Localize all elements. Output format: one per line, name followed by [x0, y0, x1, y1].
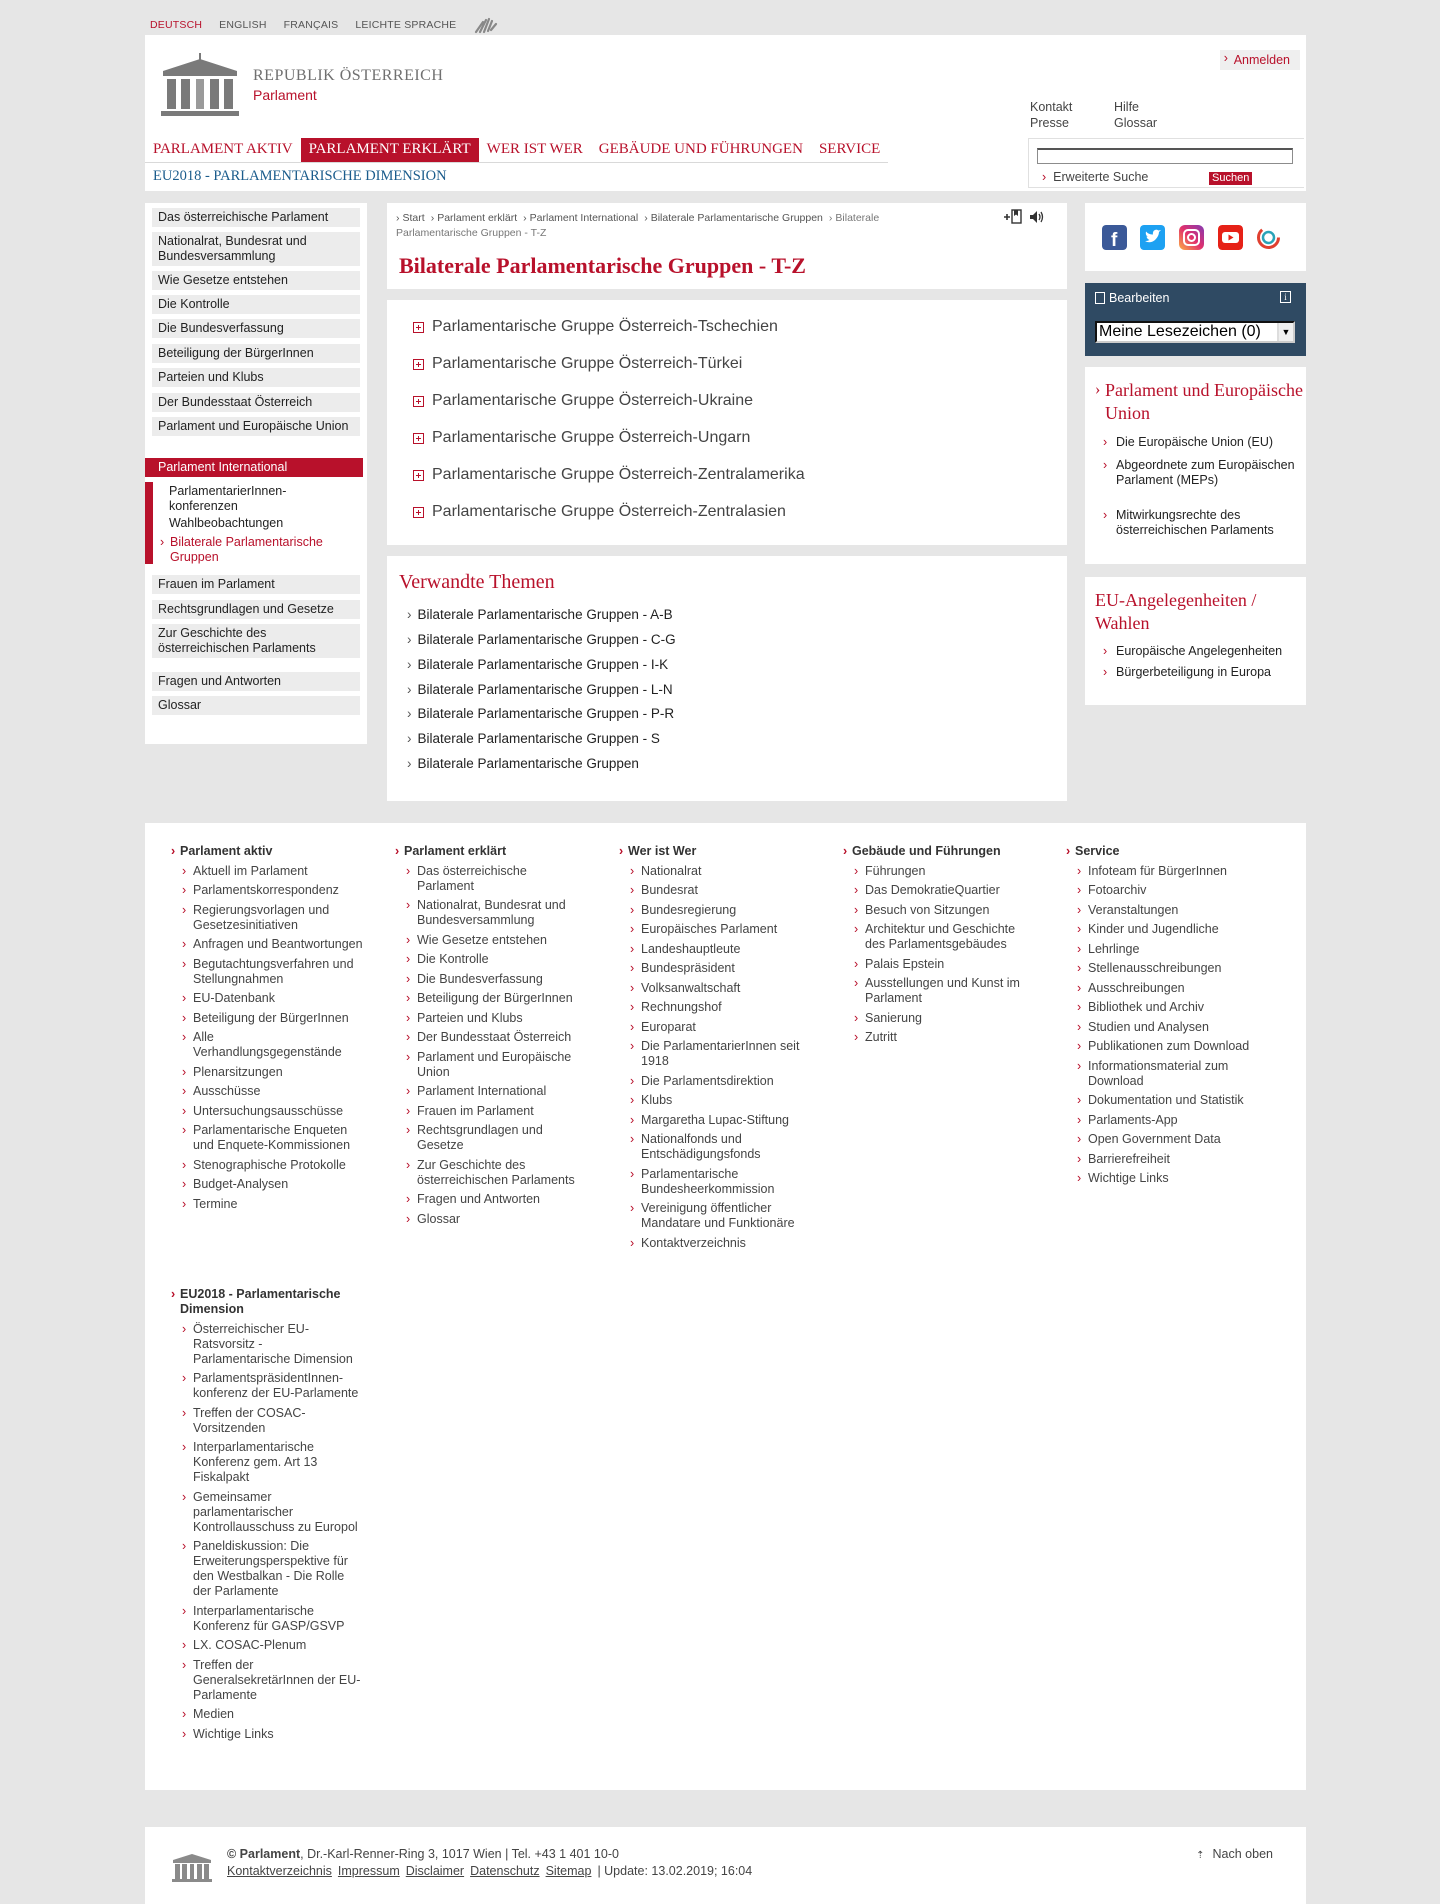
- edit-icon[interactable]: [1095, 292, 1105, 304]
- page-footer: [145, 1827, 1306, 1904]
- eu-box-link[interactable]: › Abgeordnete zum Europäischen Parlament (MEPs): [1116, 458, 1296, 488]
- expand-icon: [413, 507, 424, 518]
- sitemap-link[interactable]: › Parlament und Europäische Union: [397, 1050, 587, 1080]
- sitemap-link[interactable]: › Zur Geschichte des österreichischen Parlaments: [397, 1158, 587, 1188]
- sitemap-link[interactable]: › Interparlamentarische Konferenz für GASP/GSVP: [173, 1604, 363, 1634]
- group-label: Parlamentarische Gruppe Österreich-Ungarn: [432, 429, 751, 446]
- parliament-logo[interactable]: [159, 53, 443, 117]
- svg-text:f: f: [1111, 230, 1118, 250]
- add-bookmark-icon[interactable]: [1003, 208, 1023, 226]
- nav-parlament-aktiv[interactable]: PARLAMENT AKTIV: [145, 138, 301, 163]
- list-item[interactable]: [413, 318, 778, 336]
- sitemap-link[interactable]: › Führungen: [845, 864, 1035, 879]
- sitemap-link[interactable]: › Parteien und Klubs: [397, 1011, 587, 1026]
- sidebar-item[interactable]: Fragen und Antworten: [152, 672, 360, 691]
- sidebar-item[interactable]: Rechtsgrundlagen und Gesetze: [152, 600, 360, 619]
- sidebar-navigation: [145, 203, 367, 744]
- breadcrumb-item[interactable]: › Parlament erklärt: [431, 212, 517, 224]
- sitemap-link[interactable]: › Treffen der GeneralsekretärInnen der EU-Parlamente: [173, 1658, 363, 1703]
- sitemap-column: [173, 1287, 363, 1742]
- breadcrumb: [396, 211, 916, 241]
- sitemap-link[interactable]: › Margaretha Lupac-Stiftung: [621, 1113, 811, 1128]
- youtube-icon[interactable]: [1218, 225, 1243, 250]
- sitemap-link[interactable]: › Interparlamentarische Konferenz gem. Art 13 Fiskalpakt: [173, 1440, 363, 1485]
- sitemap-link[interactable]: › Ausschüsse: [173, 1084, 363, 1099]
- sitemap-link[interactable]: › Rechnungshof: [621, 1000, 811, 1015]
- nav-service[interactable]: SERVICE: [811, 138, 888, 163]
- related-link[interactable]: › Bilaterale Parlamentarische Gruppen - I-K: [407, 657, 668, 672]
- page-title: Bilaterale Parlamentarische Gruppen - T-Z: [399, 253, 806, 278]
- nav-parlament-erklaert[interactable]: PARLAMENT ERKLÄRT: [301, 138, 479, 163]
- nav-wer-ist-wer[interactable]: WER IST WER: [479, 138, 591, 163]
- sitemap-link[interactable]: › Fotoarchiv: [1068, 883, 1258, 898]
- sitemap-link[interactable]: › Vereinigung öffentlicher Mandatare und Funktionäre: [621, 1201, 811, 1231]
- bookmarks-select[interactable]: [1095, 321, 1295, 343]
- sitemap-link[interactable]: › Lehrlinge: [1068, 942, 1258, 957]
- list-item[interactable]: [413, 466, 805, 484]
- sidebar-item[interactable]: Der Bundesstaat Österreich: [152, 393, 360, 412]
- social-links: [1085, 203, 1306, 271]
- language-bar: [150, 14, 499, 36]
- sitemap-link[interactable]: › Parlaments-App: [1068, 1113, 1258, 1128]
- list-item[interactable]: [413, 355, 742, 373]
- footer-link-kontaktverzeichnis[interactable]: Kontaktverzeichnis: [227, 1864, 332, 1878]
- sitemap-link[interactable]: › Die Parlamentsdirektion: [621, 1074, 811, 1089]
- search-button[interactable]: Suchen: [1209, 172, 1252, 185]
- sitemap-link[interactable]: › Die ParlamentarierInnen seit 1918: [621, 1039, 811, 1069]
- sidebar-item[interactable]: Beteiligung der BürgerInnen: [152, 344, 360, 363]
- related-link[interactable]: › Bilaterale Parlamentarische Gruppen - P-R: [407, 706, 674, 721]
- sitemap-link[interactable]: › Plenarsitzungen: [173, 1065, 363, 1080]
- lang-leichte-sprache[interactable]: LEICHTE SPRACHE: [355, 19, 457, 31]
- sitemap-link[interactable]: › Infoteam für BürgerInnen: [1068, 864, 1258, 879]
- sitemap-link[interactable]: › Besuch von Sitzungen: [845, 903, 1035, 918]
- sitemap-link[interactable]: › Zutritt: [845, 1030, 1035, 1045]
- group-label: Parlamentarische Gruppe Österreich-Zentralasien: [432, 503, 786, 520]
- info-icon[interactable]: i: [1280, 291, 1291, 303]
- breadcrumb-item[interactable]: › Parlament International: [523, 212, 638, 224]
- sitemap-link[interactable]: › Bundesrat: [621, 883, 811, 898]
- sidebar-item[interactable]: Parteien und Klubs: [152, 368, 360, 387]
- sitemap-link[interactable]: › Barrierefreiheit: [1068, 1152, 1258, 1167]
- sidebar-item[interactable]: Die Bundesverfassung: [152, 319, 360, 338]
- sitemap-link[interactable]: › Studien und Analysen: [1068, 1020, 1258, 1035]
- sitemap-column: [1068, 844, 1258, 1186]
- sitemap-column: [173, 844, 363, 1212]
- footer-org: © Parlament: [227, 1847, 301, 1861]
- expand-icon: [413, 359, 424, 370]
- sidebar-item[interactable]: Parlament und Europäische Union: [152, 417, 360, 436]
- sitemap-link[interactable]: › Ausschreibungen: [1068, 981, 1258, 996]
- logo-title: REPUBLIK ÖSTERREICH: [253, 67, 444, 84]
- contact-link[interactable]: Kontakt: [1030, 100, 1073, 114]
- main-navigation: [145, 138, 888, 163]
- sitemap-link[interactable]: › Sanierung: [845, 1011, 1035, 1026]
- instagram-icon[interactable]: [1179, 225, 1204, 250]
- sidebar-subitem[interactable]: ParlamentarierInnen-konferenzen: [169, 484, 287, 513]
- sitemap-link[interactable]: › Das österreichische Parlament: [397, 864, 587, 894]
- eu-affairs-box: [1085, 577, 1306, 705]
- sitemap-link[interactable]: › Treffen der COSAC-Vorsitzenden: [173, 1406, 363, 1436]
- sitemap-link[interactable]: › Palais Epstein: [845, 957, 1035, 972]
- help-link[interactable]: Hilfe: [1114, 100, 1140, 114]
- bookmarks-select-value: Meine Lesezeichen (0): [1099, 323, 1261, 340]
- related-link[interactable]: › Bilaterale Parlamentarische Gruppen - C-G: [407, 632, 676, 647]
- sitemap-link[interactable]: › Informationsmaterial zum Download: [1068, 1059, 1258, 1089]
- sitemap-link[interactable]: › Veranstaltungen: [1068, 903, 1258, 918]
- logo-subtitle: Parlament: [253, 87, 317, 103]
- eu-box-link[interactable]: › Mitwirkungsrechte des österreichischen Parlaments: [1116, 508, 1296, 538]
- sidebar-item[interactable]: Die Kontrolle: [152, 295, 360, 314]
- nav-gebaeude-fuehrungen[interactable]: GEBÄUDE UND FÜHRUNGEN: [591, 138, 811, 163]
- top-links: [1030, 100, 1194, 130]
- sitemap-link[interactable]: › Medien: [173, 1707, 363, 1722]
- arrow-up-icon: ⇡: [1196, 1850, 1205, 1861]
- footer-link-disclaimer[interactable]: Disclaimer: [405, 1864, 465, 1878]
- sitemap-column: [621, 844, 811, 1251]
- footer-link-datenschutz[interactable]: Datenschutz: [470, 1864, 540, 1878]
- sitemap-link[interactable]: › Landeshauptleute: [621, 942, 811, 957]
- bookmarks-edit-link[interactable]: Bearbeiten: [1109, 291, 1170, 305]
- list-item[interactable]: [413, 392, 753, 410]
- sitemap-link[interactable]: › Architektur und Geschichte des Parlamentsgebäudes: [845, 922, 1035, 952]
- sitemap-heading[interactable]: › Parlament erklärt: [397, 844, 587, 859]
- sitemap-link[interactable]: › Nationalrat: [621, 864, 811, 879]
- sitemap-link[interactable]: › EU-Datenbank: [173, 991, 363, 1006]
- groups-list: [387, 300, 1067, 545]
- sidebar-item[interactable]: Glossar: [152, 696, 360, 715]
- search-box: [1028, 138, 1304, 188]
- eu-affairs-title: EU-Angelegenheiten / Wahlen: [1095, 590, 1257, 633]
- eu-affairs-link[interactable]: › Europäische Angelegenheiten: [1116, 644, 1296, 659]
- sidebar-item[interactable]: Frauen im Parlament: [152, 575, 360, 594]
- breadcrumb-item[interactable]: › Bilaterale Parlamentarische Gruppen: [644, 212, 823, 224]
- sidebar-subitem-current[interactable]: › Bilaterale Parlamentarische Gruppen: [170, 535, 350, 565]
- footer-sitemap: [145, 823, 1306, 1790]
- sidebar-subitem[interactable]: Wahlbeobachtungen: [169, 516, 284, 530]
- sitemap-link[interactable]: › Frauen im Parlament: [397, 1104, 587, 1119]
- sitemap-link[interactable]: › Beteiligung der BürgerInnen: [397, 991, 587, 1006]
- sitemap-link[interactable]: › Bundespräsident: [621, 961, 811, 976]
- sitemap-heading[interactable]: › Wer ist Wer: [621, 844, 811, 859]
- search-input[interactable]: [1037, 148, 1293, 164]
- breadcrumb-current: › Bilaterale Parlamentarische Gruppen - T-Z: [396, 212, 879, 239]
- sidebar-active-marker: [145, 482, 153, 564]
- sitemap-heading[interactable]: › Service: [1068, 844, 1258, 859]
- sitemap-link[interactable]: › Rechtsgrundlagen und Gesetze: [397, 1123, 587, 1153]
- sitemap-link[interactable]: › Stenographische Protokolle: [173, 1158, 363, 1173]
- sidebar-item[interactable]: Nationalrat, Bundesrat und Bundesversammlung: [152, 232, 360, 266]
- breadcrumb-item[interactable]: › Start: [396, 212, 425, 224]
- sitemap-link[interactable]: › Aktuell im Parlament: [173, 864, 363, 879]
- related-link[interactable]: › Bilaterale Parlamentarische Gruppen - L-N: [407, 682, 673, 697]
- sitemap-link[interactable]: › Parlamentskorrespondenz: [173, 883, 363, 898]
- sidebar-item[interactable]: Wie Gesetze entstehen: [152, 271, 360, 290]
- related-link[interactable]: › Bilaterale Parlamentarische Gruppen - A-B: [407, 607, 673, 622]
- advanced-search-link[interactable]: › Erweiterte Suche: [1042, 170, 1148, 184]
- sidebar-item[interactable]: Zur Geschichte des österreichischen Parlaments: [152, 624, 360, 658]
- sitemap-link[interactable]: › Bibliothek und Archiv: [1068, 1000, 1258, 1015]
- sitemap-link[interactable]: › Budget-Analysen: [173, 1177, 363, 1192]
- bookmarks-panel: [1085, 283, 1306, 356]
- facebook-icon[interactable]: [1102, 225, 1127, 250]
- parliament-building-icon: [171, 1852, 213, 1882]
- expand-icon: [413, 322, 424, 333]
- group-label: Parlamentarische Gruppe Österreich-Türkei: [432, 355, 743, 372]
- sitemap-link[interactable]: › Glossar: [397, 1212, 587, 1227]
- sitemap-link[interactable]: › Europarat: [621, 1020, 811, 1035]
- press-link[interactable]: Presse: [1030, 116, 1069, 130]
- glossary-link[interactable]: Glossar: [1114, 116, 1158, 130]
- sitemap-link[interactable]: › Termine: [173, 1197, 363, 1212]
- sitemap-link[interactable]: › Stellenausschreibungen: [1068, 961, 1258, 976]
- sitemap-heading[interactable]: › EU2018 - Parlamentarische Dimension: [173, 1287, 363, 1317]
- sidebar-item-active[interactable]: Parlament International: [145, 458, 363, 477]
- eu-affairs-link[interactable]: › Bürgerbeteiligung in Europa: [1116, 665, 1296, 680]
- sitemap-link[interactable]: › Die Kontrolle: [397, 952, 587, 967]
- sitemap-heading[interactable]: › Parlament aktiv: [173, 844, 363, 859]
- footer-address: [227, 1847, 619, 1861]
- related-topics: [387, 556, 1067, 801]
- sitemap-link[interactable]: › Ausstellungen und Kunst im Parlament: [845, 976, 1035, 1006]
- login-link[interactable]: › Anmelden: [1220, 50, 1300, 70]
- related-link[interactable]: › Bilaterale Parlamentarische Gruppen - S: [407, 731, 660, 746]
- twitter-icon[interactable]: [1140, 225, 1165, 250]
- sitemap-link[interactable]: › Bundesregierung: [621, 903, 811, 918]
- sitemap-link[interactable]: › Kontaktverzeichnis: [621, 1236, 811, 1251]
- sitemap-link[interactable]: › Parlamentarische Enqueten und Enquete-Kommissionen: [173, 1123, 363, 1153]
- chevron-down-icon: ▼: [1277, 323, 1293, 341]
- sitemap-link[interactable]: › Wie Gesetze entstehen: [397, 933, 587, 948]
- sitemap-link[interactable]: › Untersuchungsausschüsse: [173, 1104, 363, 1119]
- sitemap-link[interactable]: › Parlament International: [397, 1084, 587, 1099]
- related-link[interactable]: › Bilaterale Parlamentarische Gruppen: [407, 756, 639, 771]
- eu-box-title[interactable]: › Parlament und Europäische Union: [1095, 379, 1306, 425]
- related-title: Verwandte Themen: [399, 571, 555, 593]
- sitemap-link[interactable]: › Paneldiskussion: Die Erweiterungsperspektive für den Westbalkan - Die Rolle der Parlamente: [173, 1539, 363, 1599]
- sitemap-link[interactable]: › ParlamentspräsidentInnen-konferenz der EU-Parlamente: [173, 1371, 363, 1401]
- footer-update: | Update: 13.02.2019; 16:04: [597, 1864, 753, 1878]
- sitemap-link[interactable]: › Begutachtungsverfahren und Stellungnahmen: [173, 957, 363, 987]
- footer-links: [227, 1864, 752, 1878]
- expand-icon: [413, 396, 424, 407]
- sitemap-link[interactable]: › Fragen und Antworten: [397, 1192, 587, 1207]
- group-label: Parlamentarische Gruppe Österreich-Tschechien: [432, 318, 778, 335]
- sitemap-link[interactable]: › Nationalfonds und Entschädigungsfonds: [621, 1132, 811, 1162]
- sitemap-link[interactable]: › Parlamentarische Bundesheerkommission: [621, 1167, 811, 1197]
- sitemap-link[interactable]: › Open Government Data: [1068, 1132, 1258, 1147]
- sitemap-link[interactable]: › Dokumentation und Statistik: [1068, 1093, 1258, 1108]
- footer-address-text: , Dr.-Karl-Renner-Ring 3, 1017 Wien | Tel. +43 1 401 10-0: [300, 1847, 619, 1861]
- sitemap-link[interactable]: › Alle Verhandlungsgegenstände: [173, 1030, 363, 1060]
- back-to-top-link[interactable]: [1196, 1847, 1273, 1861]
- sitemap-link[interactable]: › Wichtige Links: [1068, 1171, 1258, 1186]
- back-to-top-label: Nach oben: [1212, 1847, 1273, 1861]
- group-label: Parlamentarische Gruppe Österreich-Ukraine: [432, 392, 754, 409]
- expand-icon: [413, 470, 424, 481]
- sitemap-link[interactable]: › Europäisches Parlament: [621, 922, 811, 937]
- sitemap-heading[interactable]: › Gebäude und Führungen: [845, 844, 1035, 859]
- expand-icon: [413, 433, 424, 444]
- sitemap-link[interactable]: › Klubs: [621, 1093, 811, 1108]
- footer-link-sitemap[interactable]: Sitemap: [545, 1864, 592, 1878]
- list-item[interactable]: [413, 503, 786, 521]
- sitemap-link[interactable]: › Nationalrat, Bundesrat und Bundesversammlung: [397, 898, 587, 928]
- mediathek-icon[interactable]: [1256, 225, 1281, 250]
- sitemap-column: [397, 844, 587, 1227]
- eu-box-link[interactable]: › Die Europäische Union (EU): [1116, 435, 1296, 450]
- sitemap-link[interactable]: › Beteiligung der BürgerInnen: [173, 1011, 363, 1026]
- sitemap-link[interactable]: › Regierungsvorlagen und Gesetzesinitiativen: [173, 903, 363, 933]
- sitemap-link[interactable]: › Publikationen zum Download: [1068, 1039, 1258, 1054]
- sitemap-column: [845, 844, 1035, 1045]
- group-label: Parlamentarische Gruppe Österreich-Zentralamerika: [432, 466, 805, 483]
- lang-deutsch[interactable]: DEUTSCH: [150, 19, 203, 31]
- nav-eu2018[interactable]: EU2018 - PARLAMENTARISCHE DIMENSION: [153, 168, 447, 184]
- lang-english[interactable]: ENGLISH: [219, 19, 267, 31]
- sitemap-link[interactable]: › Gemeinsamer parlamentarischer Kontrollausschuss zu Europol: [173, 1490, 363, 1535]
- footer-link-impressum[interactable]: Impressum: [337, 1864, 400, 1878]
- sitemap-link[interactable]: › Das DemokratieQuartier: [845, 883, 1035, 898]
- parliament-building-icon: [159, 53, 241, 117]
- sitemap-link[interactable]: › Wichtige Links: [173, 1727, 363, 1742]
- sitemap-link[interactable]: › Der Bundesstaat Österreich: [397, 1030, 587, 1045]
- lang-francais[interactable]: FRANÇAIS: [283, 19, 339, 31]
- list-item[interactable]: [413, 429, 750, 447]
- sitemap-link[interactable]: › Österreichischer EU-Ratsvorsitz - Parlamentarische Dimension: [173, 1322, 363, 1367]
- sitemap-link[interactable]: › Anfragen und Beantwortungen: [173, 937, 363, 952]
- sidebar-item[interactable]: Das österreichische Parlament: [152, 208, 360, 227]
- eu-info-box: [1085, 367, 1306, 564]
- sitemap-link[interactable]: › Die Bundesverfassung: [397, 972, 587, 987]
- sitemap-link[interactable]: › Volksanwaltschaft: [621, 981, 811, 996]
- read-aloud-icon[interactable]: [1029, 209, 1045, 225]
- site-header: [145, 35, 1306, 191]
- sitemap-link[interactable]: › LX. COSAC-Plenum: [173, 1638, 363, 1653]
- sitemap-link[interactable]: › Kinder und Jugendliche: [1068, 922, 1258, 937]
- sign-language-icon[interactable]: [473, 14, 499, 36]
- title-card: [387, 203, 1067, 289]
